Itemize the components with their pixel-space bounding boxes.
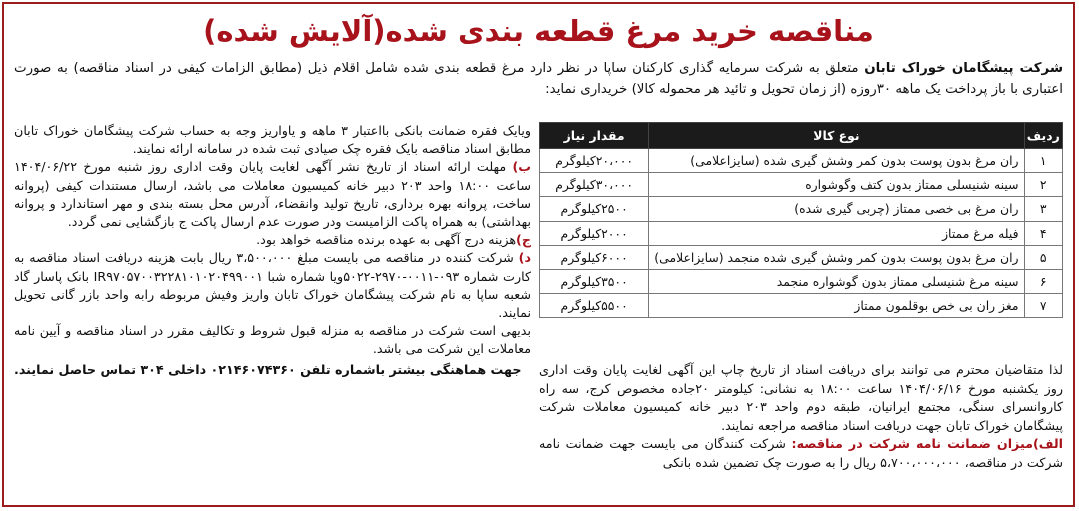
deadline-text: مهلت ارائه اسناد از تاریخ نشر آگهی لغایت پایان وقت اداری روز شنبه مورخ ۱۴۰۴/۰۶/۲۲ ساعت ۱۸:۰۰ واحد ۲۰۳ دبیر خانه کمیسیون معاملات می باشد، ارسال مستندات کیفی (پروانه ساخت، پروانه بهره برداری، تاریخ تولید وانقضاء، آدرس محل بسته بندی و مهر استاندارد و پروانه بهداشتی) به همراه پاکت الزامیست ودر صورت عدم ارسال پاکت ج بازگشایی نمی گردد. (14, 159, 531, 230)
row-idx: ۷ (1024, 294, 1062, 318)
row-name: مغز ران بی خص بوقلمون ممتاز (649, 294, 1024, 318)
intro-text: متعلق به شرکت سرمایه گذاری کارکنان ساپا در نظر دارد مرغ قطعه بندی شده شامل اقلام ذیل (مطابق الزامات کیفی در اسناد مناقصه) به صورت اعتباری با باز پرداخت یک ماهه ۳۰روزه (از زمان تحویل و تائید هر محموله کالا) خریداری نماید: (14, 61, 1063, 97)
row-name: فیله مرغ ممتاز (649, 221, 1024, 245)
row-idx: ۱ (1024, 149, 1062, 173)
ad-title: مناقصه خرید مرغ قطعه بندی شده(آلایش شده) (203, 14, 874, 48)
header-name: نوع کالا (649, 123, 1024, 149)
row-qty: ۵۵۰۰کیلوگرم (540, 294, 649, 318)
row-idx: ۲ (1024, 173, 1062, 197)
guarantee-continued: ویایک فقره ضمانت بانکی بااعتبار ۳ ماهه و یاواریز وجه به حساب شرکت پیشگامان خوراک تابان مطابق اسناد مناقصه بایک فقره چک صیادی ثبت شده در سامانه ارائه نمایند. (14, 123, 531, 157)
table-row (540, 245, 1063, 269)
ad-cost-text: هزینه درج آگهی به عهده برنده مناقصه خواهد بود. (256, 232, 517, 248)
guarantee-text: شرکت کنندگان می بایست جهت ضمانت نامه شرکت در مناقصه، ۵،۷۰۰،۰۰۰،۰۰۰ ریال را به صورت چک تضمین شده بانکی (539, 436, 1063, 470)
row-idx: ۳ (1024, 197, 1062, 221)
row-idx: ۴ (1024, 221, 1062, 245)
table-header-row (540, 123, 1063, 149)
intro-paragraph (14, 58, 1063, 100)
table-row (540, 221, 1063, 245)
row-qty: ۳۵۰۰کیلوگرم (540, 269, 649, 293)
table-row (540, 149, 1063, 173)
header-idx: ردیف (1024, 123, 1062, 149)
table-row (540, 197, 1063, 221)
row-qty: ۶۰۰۰کیلوگرم (540, 245, 649, 269)
row-idx: ۶ (1024, 269, 1062, 293)
row-qty: ۲۵۰۰کیلوگرم (540, 197, 649, 221)
terms-column (14, 122, 531, 379)
deadline-paragraph (14, 158, 531, 231)
document-fee-text: شرکت کننده در مناقصه می بایست مبلغ ۳،۵۰۰،۰۰۰ ریال بابت هزینه دریافت اسناد مناقصه به کارت شماره ۰۹۳-۰۰۱۱-۲۹۷۰-۵۰۲۲ویا شماره شبا IR۹۷۰۵۷۰۰۳۲۲۸۱۰۱۰۲۰۴۹۹۰۰۱ بانک پاسار گاد شعبه ساپا به نام شرکت پیشگامان خوراک تابان واریز وفیش مربوطه رابه واحد بازر گانی تحویل نمایند. (14, 250, 531, 321)
row-name: ران مرغ بی خصی ممتاز (چربی گیری شده) (649, 197, 1024, 221)
row-name: سینه شنیسلی ممتاز بدون کتف وگوشواره (649, 173, 1024, 197)
company-name: شرکت پیشگامان خوراک تابان (864, 61, 1063, 76)
acceptance-paragraph: بدیهی است شرکت در مناقصه به منزله قبول شروط و تکالیف مقرر در اسناد مناقصه و آیین نامه معاملات این شرکت می باشد. (14, 323, 531, 357)
instructions-paragraph: لذا متقاضیان محترم می توانند برای دریافت اسناد از تاریخ چاپ این آگهی لغایت پایان وقت اداری روز یکشنبه مورخ ۱۴۰۴/۰۶/۱۶ ساعت ۱۸:۰۰ به نشانی: کیلومتر ۲۰جاده مخصوص کرج، سه راه کاروانسرای سنگی، مجتمع ایرانیان، طبقه دوم واحد ۲۰۳ دبیر خانه کمیسیون معاملات شرکت پیشگامان خوراک تابان جهت دریافت اسناد مناقصه مراجعه نمایند. (539, 362, 1064, 433)
guarantee-paragraph (539, 435, 1063, 472)
row-name: سینه مرغ شنیسلی ممتاز بدون گوشواره منجمد (649, 269, 1024, 293)
deadline-label: ب) (512, 159, 531, 175)
ad-cost-paragraph (14, 231, 531, 249)
document-instructions (539, 361, 1063, 473)
table-row (540, 173, 1063, 197)
guarantee-label: الف)میزان ضمانت نامه شرکت در مناقصه: (791, 436, 1064, 452)
items-table (539, 122, 1063, 318)
contact-line: جهت هماهنگی بیشتر باشماره تلفن ۰۲۱۴۶۰۷۴۳۶۰ داخلی ۳۰۴ تماس حاصل نمایند. (14, 361, 522, 377)
row-name: ران مرغ بدون پوست بدون کمر وشش گیری شده (سایزاعلامی) (649, 149, 1024, 173)
document-fee-paragraph (14, 249, 531, 322)
ad-cost-label: ج) (516, 232, 531, 248)
row-name: ران مرغ بدون پوست بدون کمر وشش گیری شده منجمد (سایزاعلامی) (649, 245, 1024, 269)
row-qty: ۲۰،۰۰۰کیلوگرم (540, 149, 649, 173)
table-row (540, 294, 1063, 318)
table-row (540, 269, 1063, 293)
document-fee-label: د) (518, 250, 531, 266)
row-qty: ۲۰۰۰کیلوگرم (540, 221, 649, 245)
tender-ad-frame (2, 2, 1075, 507)
row-idx: ۵ (1024, 245, 1062, 269)
header-qty: مقدار نیاز (540, 123, 649, 149)
row-qty: ۳۰،۰۰۰کیلوگرم (540, 173, 649, 197)
